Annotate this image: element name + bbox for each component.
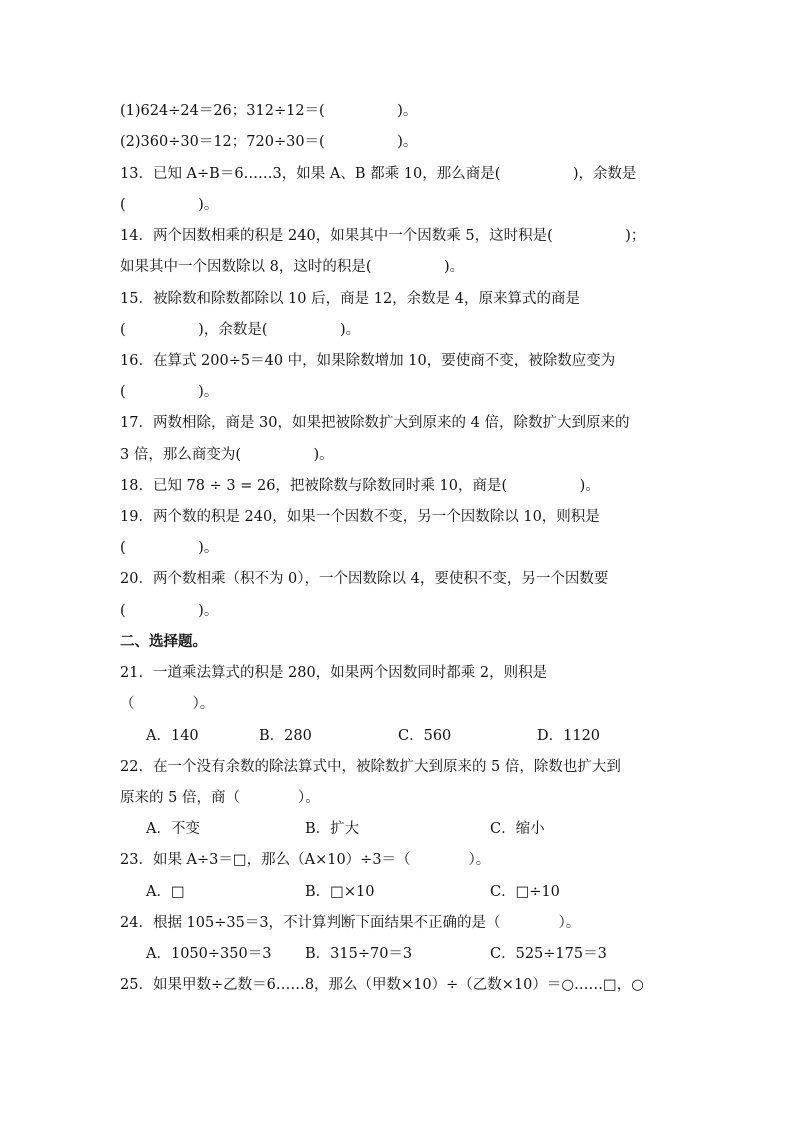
question-23: 23．如果 A÷3＝□，那么（A×10）÷3＝（ ）。 [120,852,491,868]
question-13-line-1: 13．已知 A÷B＝6……3，如果 A、B 都乘 10，那么商是( )，余数是 [120,166,637,182]
question-14-line-2: 如果其中一个因数除以 8，这时的积是( )。 [120,259,465,275]
question-20-line-1: 20．两个数相乘（积不为 0），一个因数除以 4，要使积不变，另一个因数要 [120,571,609,587]
question-22-line-2: 原来的 5 倍，商（ ）。 [120,790,320,806]
q21-option-c: C．560 [398,728,452,744]
q23-option-c: C．□÷10 [490,884,560,900]
question-17-line-2: 3 倍，那么商变为( )。 [120,447,334,463]
question-13-line-2: ( )。 [120,197,219,213]
question-17-line-1: 17．两数相除，商是 30，如果把被除数扩大到原来的 4 倍，除数扩大到原来的 [120,415,630,431]
q21-option-d: D．1120 [537,728,601,744]
practice-line-2: (2)360÷30＝12；720÷30＝( )。 [120,134,418,150]
question-16-line-2: ( )。 [120,384,219,400]
question-25: 25．如果甲数÷乙数＝6……8，那么（甲数×10）÷（乙数×10）＝○……□，○ [120,977,644,993]
question-15-line-1: 15．被除数和除数都除以 10 后，商是 12，余数是 4，原来算式的商是 [120,291,581,307]
q22-option-c: C．缩小 [490,821,545,837]
question-20-line-2: ( )。 [120,603,219,619]
question-18: 18．已知 78 ÷ 3 = 26，把被除数与除数同时乘 10，商是( )。 [120,478,600,494]
q22-option-a: A．不变 [146,821,200,837]
q23-option-b: B．□×10 [305,884,375,900]
question-16-line-1: 16．在算式 200÷5＝40 中，如果除数增加 10，要使商不变，被除数应变为 [120,353,616,369]
q22-option-b: B．扩大 [305,821,360,837]
q24-option-c: C．525÷175＝3 [490,946,607,962]
question-19-line-2: ( )。 [120,540,219,556]
section-heading-choice: 二、选择题。 [120,633,207,650]
question-24: 24．根据 105÷35＝3，不计算判断下面结果不正确的是（ ）。 [120,915,581,931]
question-21-line-2: （ ）。 [120,696,215,712]
question-19-line-1: 19．两个数的积是 240，如果一个因数不变，另一个因数除以 10，则积是 [120,509,600,525]
question-21-line-1: 21．一道乘法算式的积是 280，如果两个因数同时都乘 2，则积是 [120,665,548,681]
q23-option-a: A．□ [146,884,185,900]
practice-line-1: (1)624÷24＝26；312÷12＝( )。 [120,103,418,119]
question-22-line-1: 22．在一个没有余数的除法算式中，被除数扩大到原来的 5 倍，除数也扩大到 [120,759,621,775]
q21-option-a: A．140 [146,728,199,744]
q24-option-b: B．315÷70＝3 [305,946,413,962]
q24-option-a: A．1050÷350＝3 [146,946,272,962]
q21-option-b: B．280 [259,728,312,744]
question-14-line-1: 14．两个因数相乘的积是 240，如果其中一个因数乘 5，这时积是( )； [120,228,646,244]
question-15-line-2: ( )，余数是( )。 [120,322,361,338]
